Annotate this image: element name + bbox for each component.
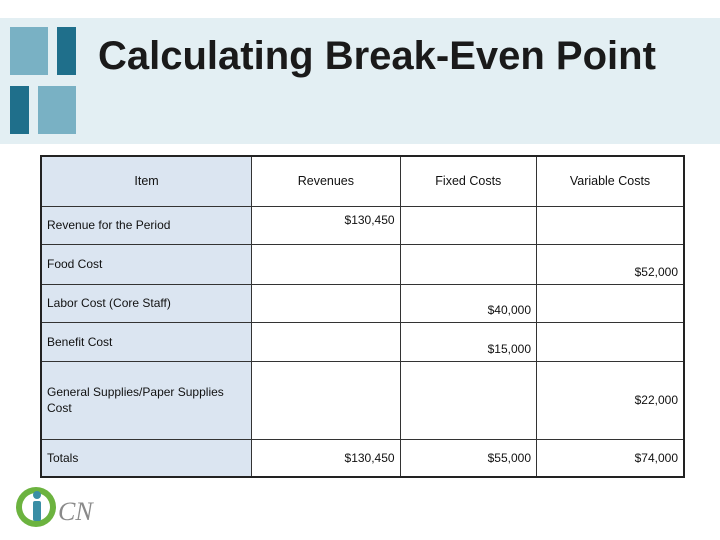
row-item: Food Cost — [41, 244, 252, 284]
row-fixed — [400, 244, 536, 284]
row-fixed: $40,000 — [400, 284, 536, 322]
row-item: Revenue for the Period — [41, 206, 252, 244]
square-dark-top — [57, 27, 76, 75]
slide-title: Calculating Break-Even Point — [98, 34, 656, 78]
table-row — [41, 284, 684, 322]
table-header-row — [41, 156, 684, 206]
row-fixed — [400, 361, 536, 439]
row-variable — [537, 284, 684, 322]
row-fixed — [400, 206, 536, 244]
row-revenues: $130,450 — [252, 206, 400, 244]
row-variable — [537, 206, 684, 244]
icn-logo-icon — [14, 482, 98, 532]
row-revenues — [252, 361, 400, 439]
row-fixed: $15,000 — [400, 322, 536, 361]
square-dark-bottom — [10, 86, 29, 134]
row-revenues — [252, 322, 400, 361]
svg-text:CN: CN — [58, 497, 93, 526]
header-revenues: Revenues — [252, 156, 400, 206]
row-revenues — [252, 244, 400, 284]
row-variable: $52,000 — [537, 244, 684, 284]
row-variable — [537, 322, 684, 361]
table-row-totals — [41, 439, 684, 477]
row-fixed: $55,000 — [400, 439, 536, 477]
header-fixed-costs: Fixed Costs — [400, 156, 536, 206]
header-variable-costs: Variable Costs — [537, 156, 684, 206]
row-revenues — [252, 284, 400, 322]
row-variable: $74,000 — [537, 439, 684, 477]
table-row — [41, 206, 684, 244]
break-even-table — [40, 155, 685, 478]
row-item: Totals — [41, 439, 252, 477]
row-variable: $22,000 — [537, 361, 684, 439]
square-light-top — [10, 27, 48, 75]
table-row — [41, 244, 684, 284]
row-item: General Supplies/Paper Supplies Cost — [41, 361, 252, 439]
row-revenues: $130,450 — [252, 439, 400, 477]
header-item: Item — [41, 156, 252, 206]
row-item: Labor Cost (Core Staff) — [41, 284, 252, 322]
row-item: Benefit Cost — [41, 322, 252, 361]
table-row — [41, 322, 684, 361]
table-row — [41, 361, 684, 439]
square-light-bottom — [38, 86, 76, 134]
icn-logo — [14, 482, 98, 537]
